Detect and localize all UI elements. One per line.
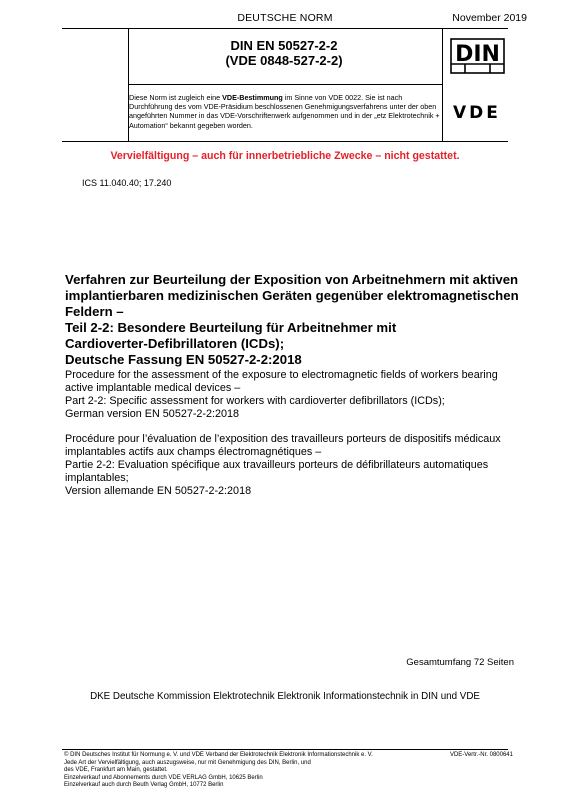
- german-title-line: implantierbaren medizinischen Geräten gegenüber elektromagnetischen: [65, 288, 519, 303]
- ics-codes: ICS 11.040.40; 17.240: [82, 178, 172, 188]
- notice-text-a: Diese Norm ist zugleich eine: [129, 93, 223, 102]
- german-title-line: Cardioverter-Defibrillatoren (ICDs);: [65, 336, 285, 351]
- notice-text-b: im Sinne von VDE 0022. Sie ist nach Durchführung des vom VDE-Präsidium beschlossenen Genehmigungsverfahrens unter der oben angeführten Nummer in das VDE-Vorschriftenwerk aufgenommen und in der „etz Elektrotechnik + Automation“ bekannt gegeben worden.: [129, 93, 440, 130]
- copyright-line: Einzelverkauf und Abonnements durch VDE VERLAG GmbH, 10625 Berlin: [64, 774, 263, 781]
- german-title-line: Feldern –: [65, 304, 124, 319]
- copyright-block: [64, 752, 424, 790]
- din-logo: [450, 38, 505, 74]
- english-title-line: Procedure for the assessment of the exposure to electromagnetic fields of workers bearing: [65, 369, 498, 381]
- dke-line: DKE Deutsche Kommission Elektrotechnik Elektronik Informationstechnik in DIN und VDE: [90, 691, 480, 702]
- din-logo-text: DIN: [455, 42, 500, 67]
- english-title-line: Part 2-2: Specific assessment for workers with cardioverter defibrillators (ICDs);: [65, 395, 445, 407]
- norm-label: DEUTSCHE NORM: [237, 12, 333, 24]
- vde-logo: VDE: [453, 103, 501, 123]
- vde-notice: [129, 93, 445, 130]
- french-title: [65, 433, 525, 498]
- french-title-line: Partie 2-2: Evaluation spécifique aux travailleurs porteurs de défibrillateurs automatiques: [65, 459, 489, 471]
- notice-bold: VDE-Bestimmung: [222, 93, 283, 102]
- french-title-line: Version allemande EN 50527-2-2:2018: [65, 485, 252, 497]
- french-title-line: Procédure pour l’évaluation de l’exposition des travailleurs porteurs de dispositifs médicaux: [65, 433, 501, 445]
- copyright-line: Einzelverkauf auch durch Beuth Verlag GmbH, 10772 Berlin: [64, 782, 224, 789]
- number-box-rule: [128, 84, 443, 85]
- german-title-line: Teil 2-2: Besondere Beurteilung für Arbeitnehmer mit: [65, 320, 397, 335]
- english-title-line: German version EN 50527-2-2:2018: [65, 408, 240, 420]
- vde-number: (VDE 0848-527-2-2): [225, 53, 343, 68]
- german-title-line: Deutsche Fassung EN 50527-2-2:2018: [65, 352, 302, 367]
- copyright-line: © DIN Deutsches Institut für Normung e. V. und VDE Verband der Elektrotechnik Elektronik Informationstechnik e. V.: [64, 752, 373, 758]
- box-bottom-rule: [62, 141, 508, 142]
- german-title-line: Verfahren zur Beurteilung der Exposition von Arbeitnehmern mit aktiven: [65, 272, 519, 287]
- document-number: [128, 38, 440, 68]
- english-title: [65, 369, 525, 421]
- french-title-line: implantables actifs aux champs électromagnétiques –: [65, 446, 322, 458]
- din-number: DIN EN 50527-2-2: [230, 38, 338, 53]
- issue-date: November 2019: [452, 12, 527, 24]
- copyright-line: des VDE, Frankfurt am Main, gestattet.: [64, 767, 168, 774]
- total-pages: Gesamtumfang 72 Seiten: [406, 657, 514, 668]
- french-title-line: implantables;: [65, 472, 129, 484]
- vertrieb-number: VDE-Vertr.-Nr. 0800641: [449, 752, 513, 758]
- copyright-line: Jede Art der Vervielfältigung, auch auszugsweise, nur mit Genehmigung des DIN, Berlin, und: [64, 759, 311, 766]
- footer-rule: [62, 749, 508, 750]
- english-title-line: active implantable medical devices –: [65, 382, 241, 394]
- german-title: [65, 272, 525, 368]
- copy-warning: Vervielfältigung – auch für innerbetriebliche Zwecke – nicht gestattet.: [110, 150, 460, 162]
